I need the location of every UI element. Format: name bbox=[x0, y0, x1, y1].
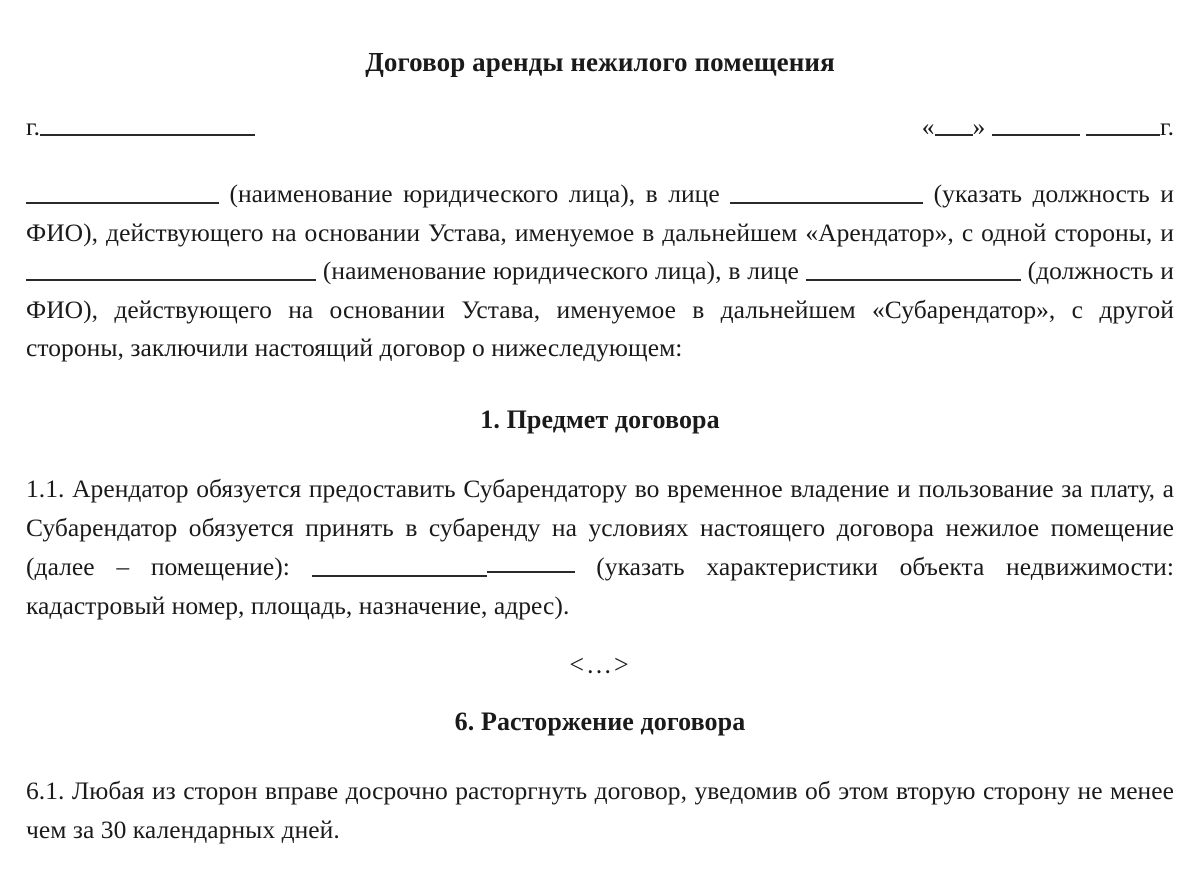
preamble-part-2: (указать должность и ФИО), действующего на основании Устава, именуемое в дальнейшем «Арендатор», с одной стороны, и bbox=[26, 179, 1174, 247]
premises-description-blank-2[interactable] bbox=[487, 547, 575, 572]
clause-1-1-text-before: Арендатор обязуется предоставить Субарендатору во временное владение и пользование за плату, а Субарендатор обязуется принять в субаренду на условиях настоящего договора нежилое помещение (далее – помещение): bbox=[26, 474, 1174, 582]
spacer bbox=[26, 434, 1174, 470]
date-month-blank[interactable] bbox=[992, 111, 1080, 136]
year-suffix: г. bbox=[1160, 111, 1174, 141]
spacer bbox=[26, 78, 1174, 108]
clause-6-1-number: 6.1. bbox=[26, 776, 65, 806]
spacer bbox=[26, 736, 1174, 772]
spacer bbox=[26, 368, 1174, 406]
city-field bbox=[26, 108, 255, 147]
lessor-name-blank[interactable] bbox=[26, 179, 219, 204]
city-blank[interactable] bbox=[40, 111, 255, 136]
omission-marker: <…> bbox=[569, 650, 631, 680]
clause-1-1 bbox=[26, 470, 1174, 625]
date-day-blank[interactable] bbox=[935, 111, 973, 136]
date-quote-open: « bbox=[921, 111, 935, 141]
date-field bbox=[922, 108, 1174, 147]
premises-description-blank[interactable] bbox=[312, 551, 487, 576]
section-heading-subject: 1. Предмет договора bbox=[480, 404, 720, 434]
preamble-part-3: (наименование юридического лица), в лице bbox=[322, 256, 799, 286]
city-label: г. bbox=[26, 111, 40, 141]
spacer bbox=[26, 146, 1174, 175]
spacer bbox=[26, 680, 1174, 708]
clause-1-1-text-after: (указать характеристики объекта недвижимости: кадастровый номер, площадь, назначение, адрес). bbox=[26, 552, 1174, 620]
preamble-paragraph bbox=[26, 175, 1174, 368]
sublessee-name-blank[interactable] bbox=[26, 256, 316, 281]
clause-6-1 bbox=[26, 772, 1174, 849]
preamble-part-1: (наименование юридического лица), в лице bbox=[229, 179, 720, 209]
sublessee-representative-blank[interactable] bbox=[806, 256, 1021, 281]
preamble-part-4: (должность и ФИО), действующего на основании Устава, именуемое в дальнейшем «Субарендатор», с другой стороны, заключили настоящий договор о нижеследующем: bbox=[26, 256, 1174, 363]
date-year-blank[interactable] bbox=[1086, 111, 1160, 136]
clause-6-1-text: Любая из сторон вправе досрочно расторгнуть договор, уведомив об этом вторую сторону не менее чем за 30 календарных дней. bbox=[26, 776, 1174, 844]
page-title: Договор аренды нежилого помещения bbox=[365, 47, 835, 77]
place-and-date-row bbox=[26, 108, 1174, 147]
clause-1-1-number: 1.1. bbox=[26, 474, 65, 504]
spacer bbox=[26, 625, 1174, 651]
date-quote-close: » bbox=[972, 111, 986, 141]
lessor-representative-blank[interactable] bbox=[730, 179, 923, 204]
section-heading-termination: 6. Расторжение договора bbox=[454, 706, 746, 736]
